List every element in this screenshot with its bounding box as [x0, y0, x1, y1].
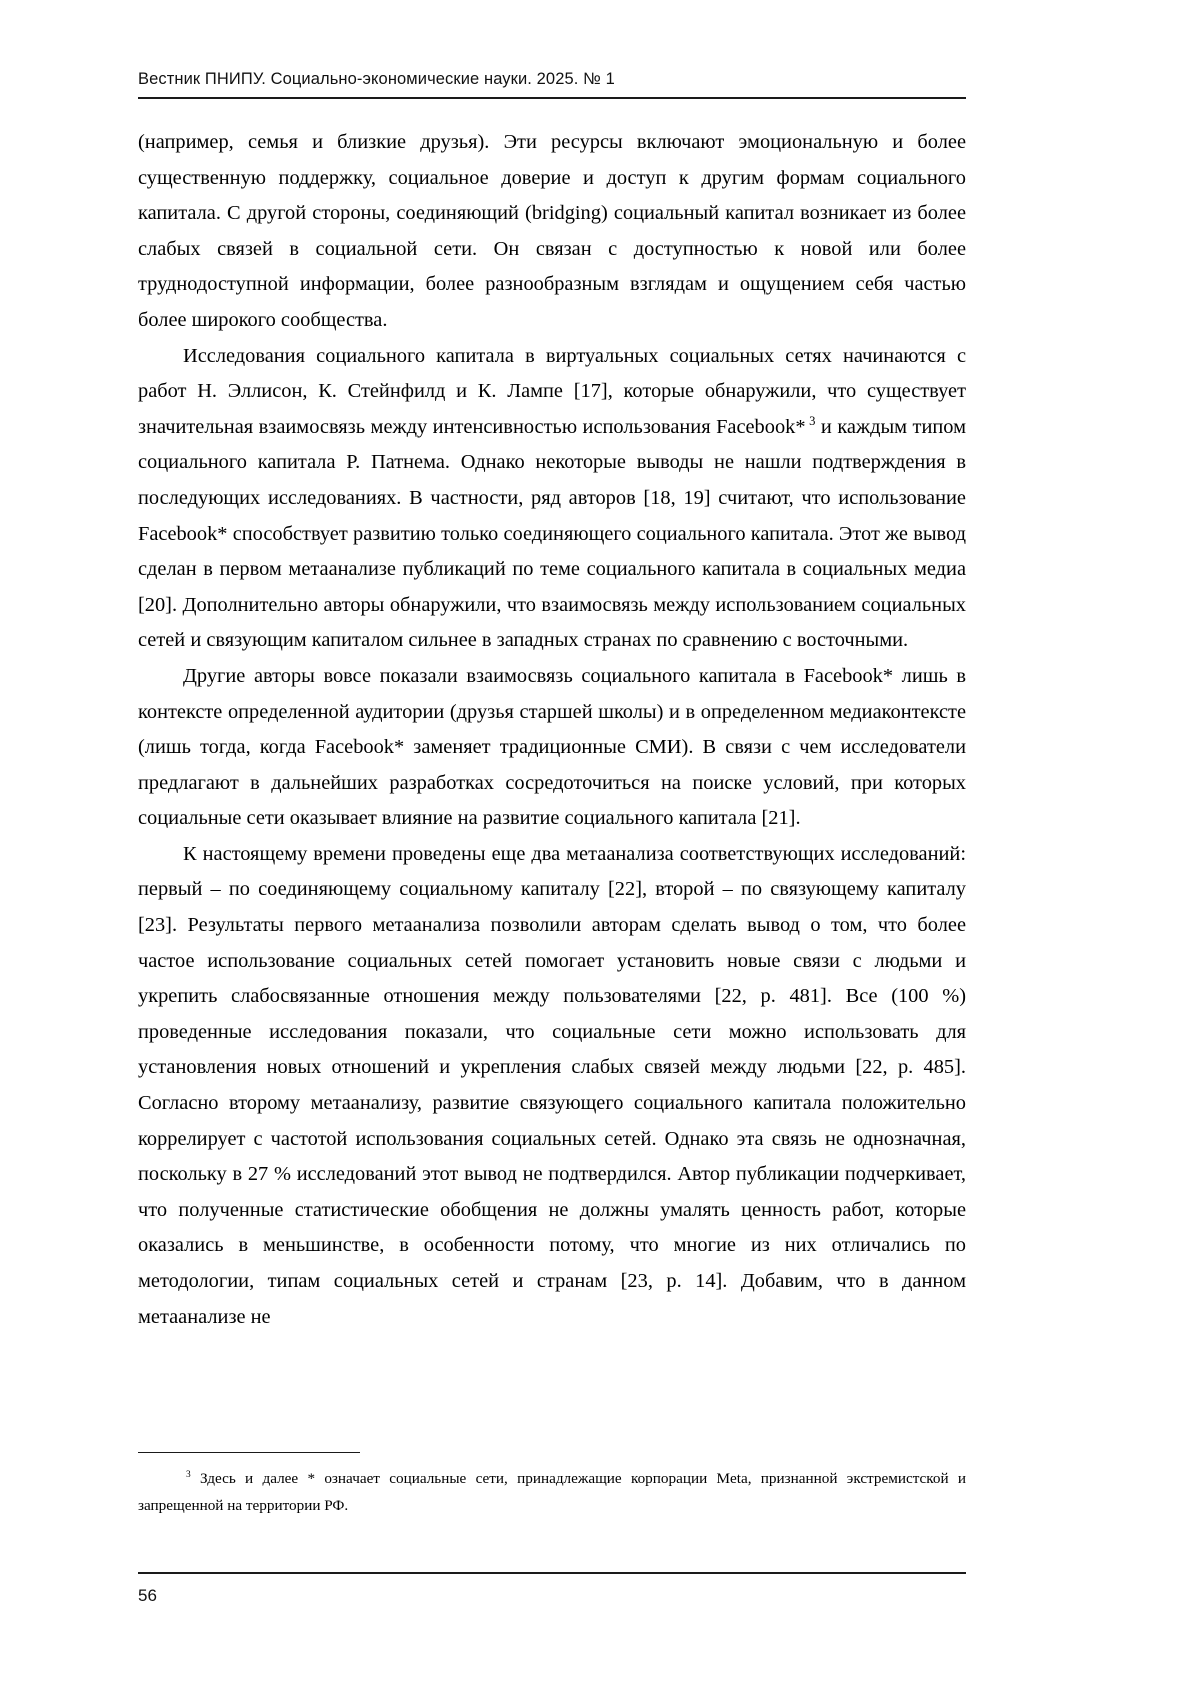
footer-rule — [138, 1572, 966, 1574]
footnote-separator — [138, 1452, 360, 1453]
running-head: Вестник ПНИПУ. Социально-экономические науки. 2025. № 1 — [138, 70, 615, 88]
paragraph: Исследования социального капитала в виртуальных социальных сетях начинаются с работ Н. Эллисон, К. Стейнфилд и К. Лампе [17], которые обнаружили, что существует значительная взаимосвязь между интенсивностью использования Facebook* $^3$ и каждым типом социального капитала Р. Патнема. Однако некоторые выводы не нашли подтверждения в последующих исследованиях. В частности, ряд авторов [18, 19] считают, что использование Facebook* способствует развитию только соединяющего социального капитала. Этот же вывод сделан в первом метаанализе публикаций по теме социального капитала в социальных медиа [20]. Дополнительно авторы обнаружили, что взаимосвязь между использованием социальных сетей и связующим капиталом сильнее в западных странах по сравнению с восточными. — [138, 344, 966, 652]
paragraph: (например, семья и близкие друзья). Эти ресурсы включают эмоциональную и более существенную поддержку, социальное доверие и доступ к другим формам социального капитала. С другой стороны, соединяющий (bridging) социальный капитал возникает из более слабых связей в социальной сети. Он связан с доступностью к новой или более труднодоступной информации, более разнообразным взглядам и ощущением себя частью более широкого сообщества. — [138, 131, 966, 331]
paragraph: Другие авторы вовсе показали взаимосвязь социального капитала в Facebook* лишь в контексте определенной аудитории (друзья старшей школы) и в определенном медиаконтексте (лишь тогда, когда Facebook* заменяет традиционные СМИ). В связи с чем исследователи предлагают в дальнейших разработках сосредоточиться на поиске условий, при которых социальные сети оказывает влияние на развитие социального капитала [21]. — [138, 664, 966, 830]
footnote — [138, 1465, 966, 1519]
paragraph: К настоящему времени проведены еще два метаанализа соответствующих исследований: первый – по соединяющему социальному капиталу [22], второй – по связующему капиталу [23]. Результаты первого метаанализа позволили авторам сделать вывод о том, что более частое использование социальных сетей помогает установить новые связи с людьми и укрепить слабосвязанные отношения между пользователями [22, p. 481]. Все (100 %) проведенные исследования показали, что социальные сети можно использовать для установления новых отношений и укрепления слабых связей между людьми [22, p. 485]. Согласно второму метаанализу, развитие связующего социального капитала положительно коррелирует с частотой использования социальных сетей. Однако эта связь не однозначная, поскольку в 27 % исследований этот вывод не подтвердился. Автор публикации подчеркивает, что полученные статистические обобщения не должны умалять ценность работ, которые оказались в меньшинстве, в особенности потому, что многие из них отличались по методологии, типам социальных сетей и странам [23, p. 14]. Добавим, что в данном метаанализе не — [138, 842, 966, 1328]
footnote-text: Здесь и далее * означает социальные сети, принадлежащие корпорации Meta, признанной экстремистской и запрещенной на территории РФ. — [138, 1470, 967, 1514]
footnote-area — [138, 1452, 966, 1519]
page-content — [138, 70, 966, 1335]
header-rule — [138, 97, 966, 99]
page-number: 56 — [138, 1586, 157, 1605]
body-text — [138, 125, 966, 1335]
footnote-marker: 3 — [186, 1469, 191, 1480]
